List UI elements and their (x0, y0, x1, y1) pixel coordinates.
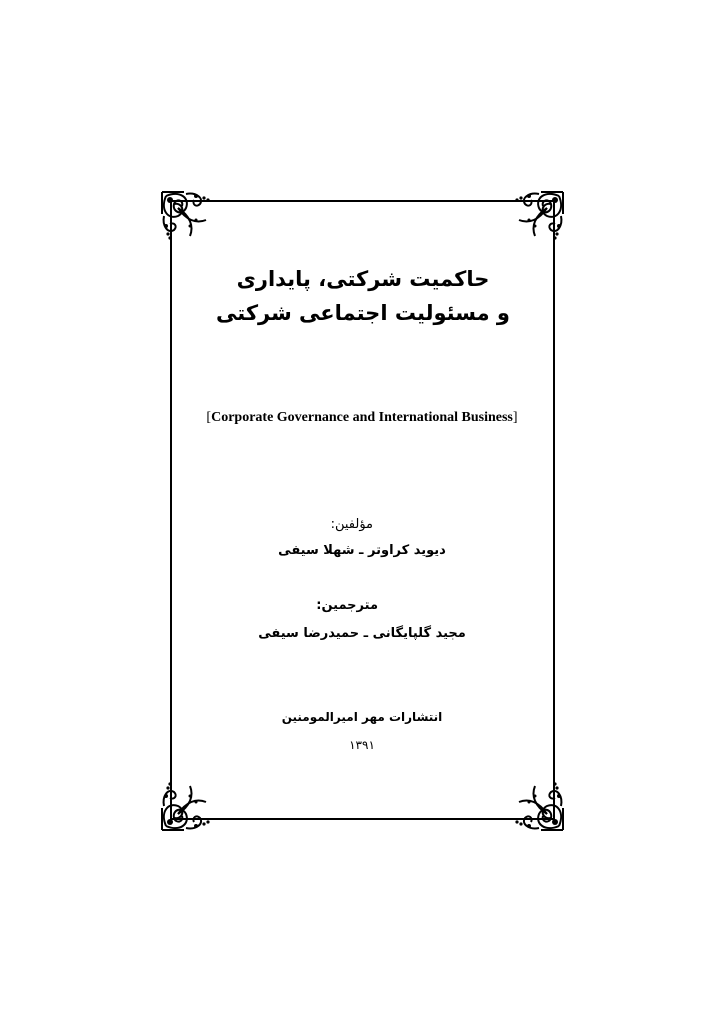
ornament-bottom-right-icon (503, 770, 569, 836)
translators-label: مترجمین: (316, 598, 378, 613)
book-title-line-1: حاکمیت شرکتی، پایداری (236, 267, 490, 291)
english-subtitle (180, 410, 544, 426)
publisher-name: انتشارات مهر امیرالمومنین (281, 710, 443, 724)
subtitle-open-bracket: [ (206, 410, 212, 425)
ornament-bottom-left-icon (156, 770, 222, 836)
ornament-svg (503, 770, 569, 836)
book-title-line-2: و مسئولیت اجتماعی شرکتی (216, 301, 510, 325)
ornament-svg (156, 770, 222, 836)
publication-year: ۱۳۹۱ (349, 738, 375, 752)
ornament-top-left-icon (156, 186, 222, 252)
authors-names: دیوید کراوتر ـ شهلا سیفی (278, 543, 446, 558)
subtitle-close-bracket: ] (512, 410, 518, 425)
authors-label: مؤلفین: (330, 517, 373, 532)
ornament-svg (156, 186, 222, 252)
book-title (200, 262, 526, 330)
ornament-top-right-icon (503, 186, 569, 252)
subtitle-text: Corporate Governance and International Business (211, 410, 513, 425)
translators-names: مجید گلپایگانی ـ حمیدرضا سیفی (258, 626, 466, 641)
ornament-svg (503, 186, 569, 252)
